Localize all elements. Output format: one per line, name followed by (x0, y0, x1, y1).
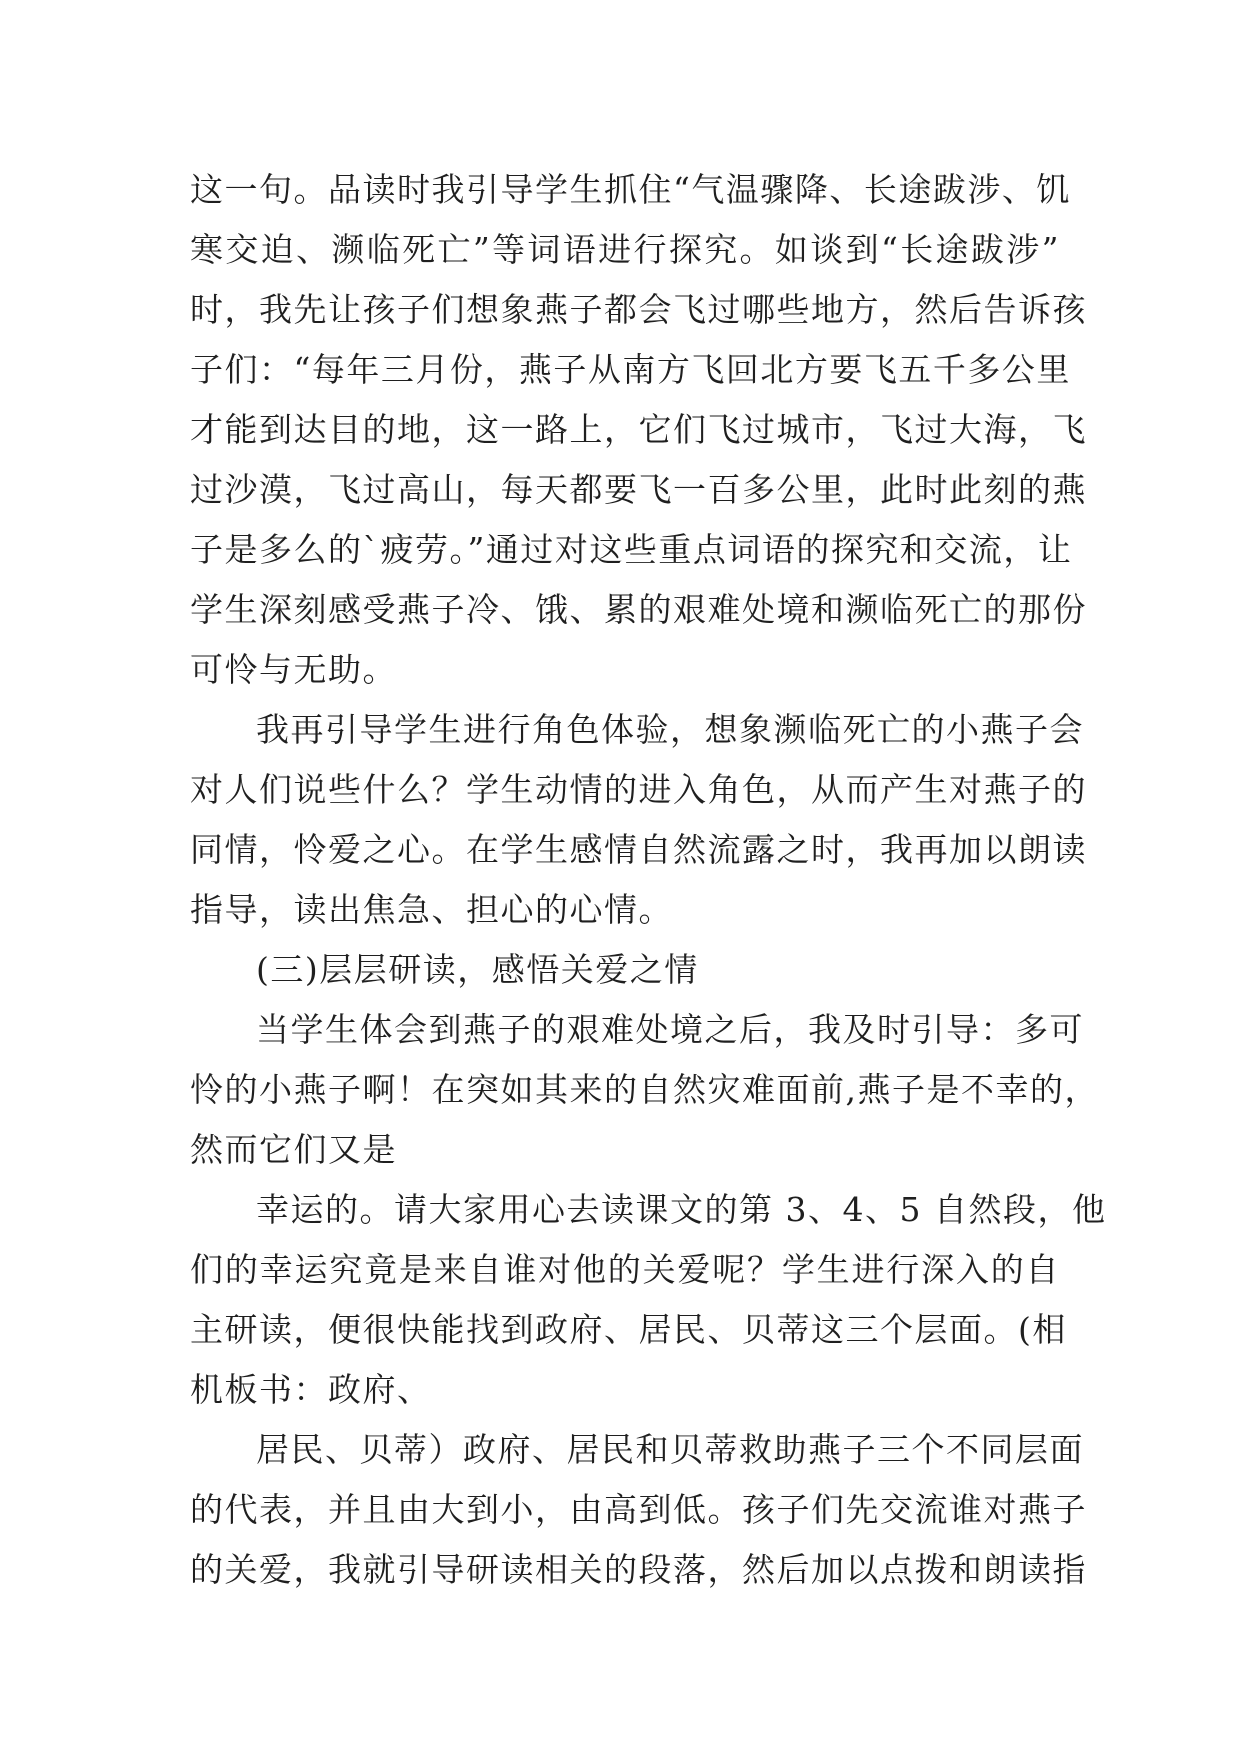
text-line: 寒交迫、濒临死亡”等词语进行探究。如谈到“长途跋涉” (190, 230, 1060, 269)
text-line: 对人们说些什么？学生动情的进入角色，从而产生对燕子的 (190, 770, 1087, 809)
text-line: 幸运的。请大家用心去读课文的第 3、4、5 自然段，他 (256, 1190, 1107, 1229)
text-line: 这一句。品读时我引导学生抓住“气温骤降、长途跋涉、饥 (190, 170, 1071, 209)
text-line: 怜的小燕子啊！在突如其来的自然灾难面前,燕子是不幸的， (190, 1070, 1099, 1109)
text-line: 可怜与无助。 (190, 650, 397, 689)
text-line: 当学生体会到燕子的艰难处境之后，我及时引导：多可 (256, 1010, 1084, 1049)
text-line: 的关爱，我就引导研读相关的段落，然后加以点拨和朗读指 (190, 1550, 1087, 1589)
text-line: 才能到达目的地，这一路上，它们飞过城市，飞过大海，飞 (190, 410, 1087, 449)
text-line: 子们：“每年三月份，燕子从南方飞回北方要飞五千多公里 (190, 350, 1071, 389)
text-line: 机板书：政府、 (190, 1370, 432, 1409)
document-body (190, 160, 1107, 1600)
text-line: 然而它们又是 (190, 1130, 397, 1169)
text-line: 学生深刻感受燕子冷、饿、累的艰难处境和濒临死亡的那份 (190, 590, 1087, 629)
text-line: 指导，读出焦急、担心的心情。 (190, 890, 673, 929)
text-line: 过沙漠，飞过高山，每天都要飞一百多公里，此时此刻的燕 (190, 470, 1087, 509)
text-line: 同情，怜爱之心。在学生感情自然流露之时，我再加以朗读 (190, 830, 1087, 869)
text-line: 我再引导学生进行角色体验，想象濒临死亡的小燕子会 (256, 710, 1084, 749)
text-line: 主研读，便很快能找到政府、居民、贝蒂这三个层面。(相 (190, 1310, 1067, 1349)
text-line: 时，我先让孩子们想象燕子都会飞过哪些地方，然后告诉孩 (190, 290, 1087, 329)
text-line: 居民、贝蒂）政府、居民和贝蒂救助燕子三个不同层面 (256, 1430, 1084, 1469)
text-line: 们的幸运究竟是来自谁对他的关爱呢？学生进行深入的自 (190, 1250, 1060, 1289)
text-line: 子是多么的`疲劳。”通过对这些重点词语的探究和交流，让 (190, 530, 1073, 569)
text-line: 的代表，并且由大到小，由高到低。孩子们先交流谁对燕子 (190, 1490, 1087, 1529)
text-line: (三)层层研读，感悟关爱之情 (256, 950, 699, 989)
